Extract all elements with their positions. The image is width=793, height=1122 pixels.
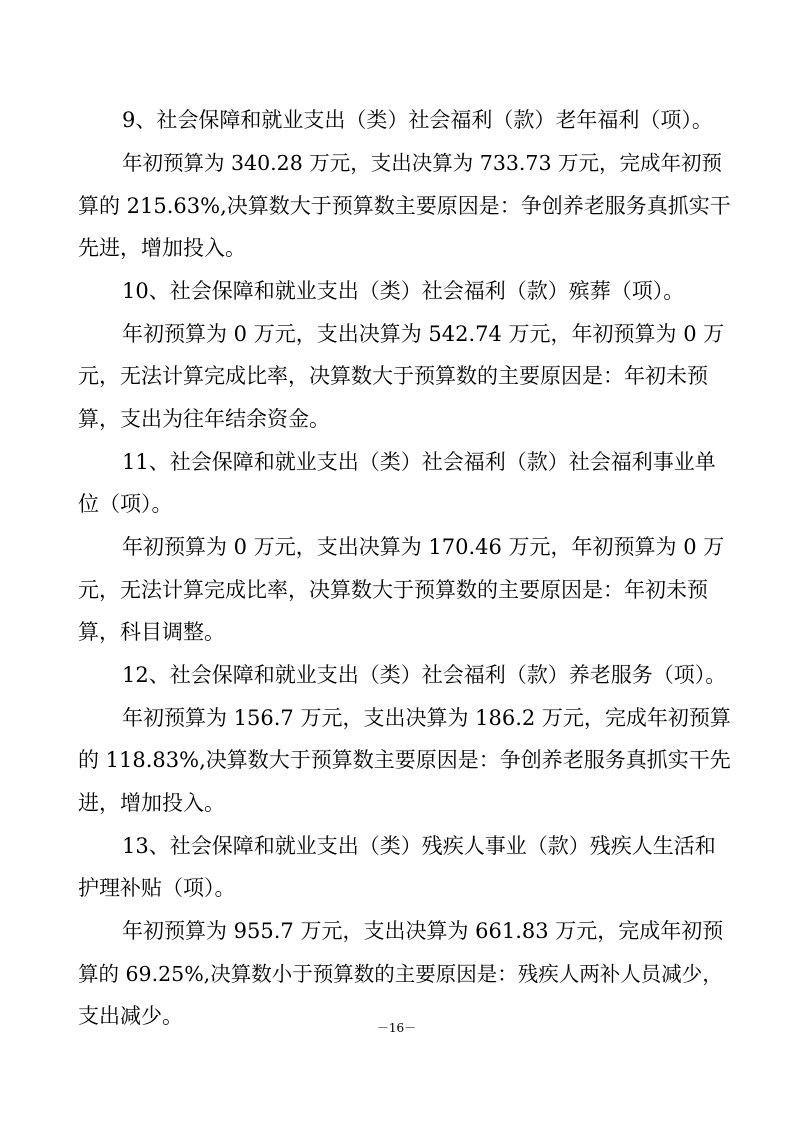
text-line: 11、社会保障和就业支出（类）社会福利（款）社会福利事业单 [122, 450, 716, 474]
page-number: －16－ [376, 1021, 417, 1035]
text-line: 护理补贴（项）。 [78, 876, 236, 900]
text-line: 位（项）。 [78, 492, 173, 516]
text-line: 算，科目调整。 [78, 620, 225, 644]
text-line: 10、社会保障和就业支出（类）社会福利（款）殡葬（项）。 [122, 279, 685, 303]
text-line: 先进，增加投入。 [78, 236, 246, 260]
text-line: 的 118.83%,决算数大于预算数主要原因是：争创养老服务真抓实干先 [78, 748, 731, 772]
text-line: 算的 215.63%,决算数大于预算数主要原因是：争创养老服务真抓实干 [78, 194, 731, 218]
text-line: 算的 69.25%,决算数小于预算数的主要原因是：残疾人两补人员减少， [78, 962, 723, 986]
text-line: 进，增加投入。 [78, 791, 225, 815]
text-line: 12、社会保障和就业支出（类）社会福利（款）养老服务（项）。 [122, 663, 727, 687]
text-line: 年初预算为 955.7 万元，支出决算为 661.83 万元，完成年初预 [122, 919, 724, 943]
text-line: 元，无法计算完成比率，决算数大于预算数的主要原因是：年初未预 [78, 578, 708, 602]
text-line: 年初预算为 0 万元，支出决算为 542.74 万元，年初预算为 0 万 [122, 322, 725, 346]
text-line: 年初预算为 156.7 万元，支出决算为 186.2 万元，完成年初预算 [122, 706, 731, 730]
text-line: 元，无法计算完成比率，决算数大于预算数的主要原因是：年初未预 [78, 364, 708, 388]
text-line: 年初预算为 340.28 万元，支出决算为 733.73 万元，完成年初预 [122, 151, 723, 175]
text-line: 13、社会保障和就业支出（类）残疾人事业（款）残疾人生活和 [122, 834, 716, 858]
text-line: 算，支出为往年结余资金。 [78, 407, 330, 431]
text-line: 9、社会保障和就业支出（类）社会福利（款）老年福利（项）。 [122, 108, 713, 132]
text-line: 年初预算为 0 万元，支出决算为 170.46 万元，年初预算为 0 万 [122, 535, 725, 559]
text-line: 支出减少。 [78, 1004, 183, 1028]
